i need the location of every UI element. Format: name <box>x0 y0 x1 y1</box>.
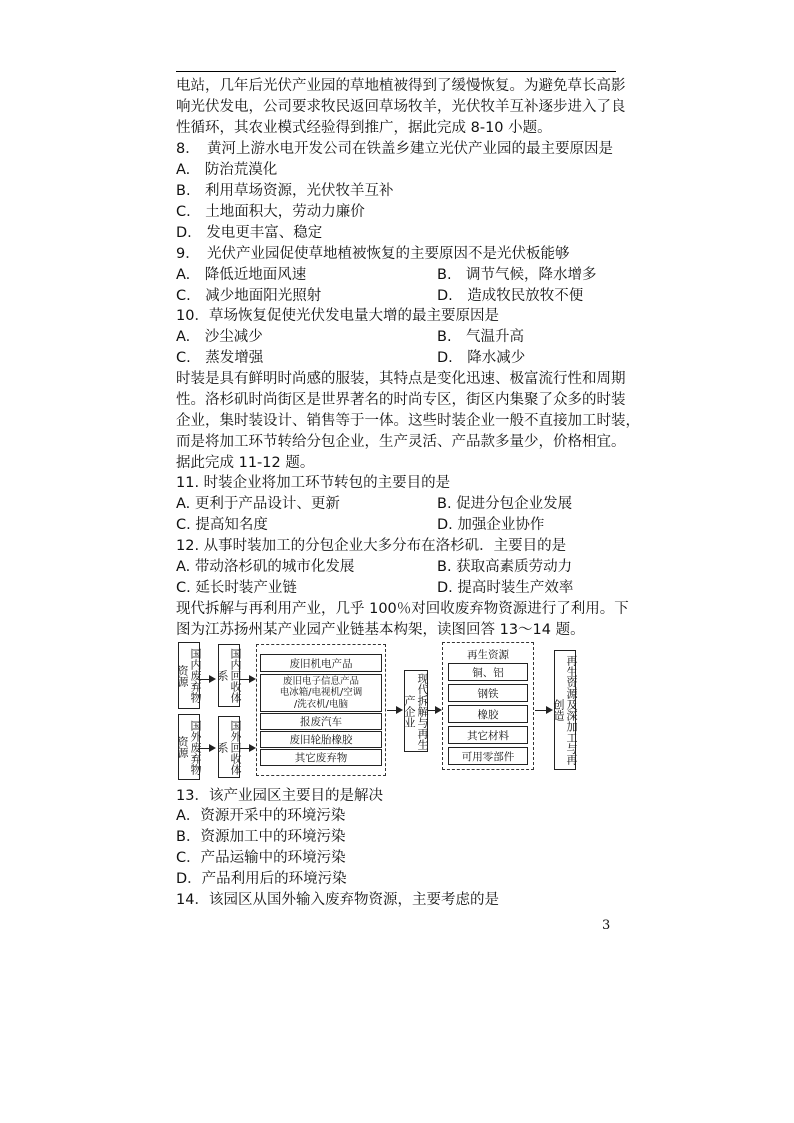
q12-option-a: A. 带动洛杉矶的城市化发展 <box>176 559 355 575</box>
passage2-line-1: 时装是具有鲜明时尚感的服装，其特点是变化迅速、极富流行性和周期 <box>176 371 626 387</box>
domestic-recycle-box: 国内回收体系 <box>218 644 240 707</box>
q9-option-b: B. 调节气候，降水增多 <box>437 267 597 283</box>
q10-option-a: A. 沙尘减少 <box>176 329 263 345</box>
passage2-line-4: 而是将加工环节转给分包企业，生产灵活、产品款多量少，价格相宜。 <box>176 434 626 450</box>
q12-option-d: D. 提高时装生产效率 <box>437 580 574 596</box>
input-item-electromechanical: 废旧机电产品 <box>260 654 382 672</box>
output-item-copper-aluminium: 铜、铝 <box>448 663 528 681</box>
input-item-tyres: 废旧轮胎橡胶 <box>260 731 382 748</box>
input-item-scrapped-cars: 报废汽车 <box>260 713 382 730</box>
q9-option-a: A. 降低近地面风速 <box>176 267 307 283</box>
arrow-to-center <box>387 710 401 711</box>
q10-option-b: B. 气温升高 <box>437 329 525 345</box>
arrow-to-output <box>428 710 440 711</box>
arrow-domestic <box>200 679 214 680</box>
q13-option-a: A．资源开采中的环境污染 <box>176 808 346 824</box>
q8-option-a: A. 防治荒漠化 <box>176 162 278 178</box>
input-item-other-waste: 其它废弃物 <box>260 749 382 766</box>
q10-option-d: D. 降水减少 <box>437 350 526 366</box>
q13-option-d: D．产品利用后的环境污染 <box>176 871 347 887</box>
intro-line-2: 响光伏发电，公司要求牧民返回草场牧羊，光伏牧羊互补逐步进入了良 <box>176 99 626 115</box>
q13-option-c: C．产品运输中的环境污染 <box>176 850 346 866</box>
q12-stem: 12. 从事时装加工的分包企业大多分布在洛杉矶．主要目的是 <box>176 538 567 554</box>
q8-stem: 8． 黄河上游水电开发公司在铁盖乡建立光伏产业园的最主要原因是 <box>176 141 613 157</box>
q10-option-c: C. 蒸发增强 <box>176 350 264 366</box>
output-title: 再生资源 <box>467 649 509 661</box>
final-box: 再生资源及深加工与再创造 <box>554 650 576 770</box>
center-enterprise-box: 现代拆解与再生产企业 <box>404 670 428 752</box>
q8-option-c: C. 土地面积大，劳动力廉价 <box>176 204 365 220</box>
q13-option-b: B．资源加工中的环境污染 <box>176 829 346 845</box>
q8-option-d: D. 发电更丰富、稳定 <box>176 225 323 241</box>
passage3-line-1: 现代拆解与再利用产业，几乎 100％对回收废弃物资源进行了利用。下 <box>176 601 629 617</box>
passage2-line-3: 企业，集时装设计、销售等于一体。这些时装企业一般不直接加工时装， <box>176 413 640 429</box>
q9-option-d: D. 造成牧民放牧不便 <box>437 288 584 304</box>
q9-option-c: C. 减少地面阳光照射 <box>176 288 322 304</box>
industry-chain-diagram <box>176 640 612 780</box>
intro-line-3: 性循环，其农业模式经验得到推广，据此完成 8-10 小题。 <box>176 120 552 136</box>
q9-stem: 9． 光伏产业园促使草地植被恢复的主要原因不是光伏板能够 <box>176 246 570 262</box>
foreign-waste-box: 国外废弃物资源 <box>178 714 200 780</box>
q13-stem: 13．该产业园区主要目的是解决 <box>176 788 383 804</box>
q8-option-b: B. 利用草场资源，光伏牧羊互补 <box>176 183 394 199</box>
passage3-line-2: 图为江苏扬州某产业园产业链基本构架，读图回答 13～14 题。 <box>176 622 585 638</box>
passage2-line-5: 据此完成 11-12 题。 <box>176 455 315 471</box>
q11-option-c: C. 提高知名度 <box>176 517 268 533</box>
arrow-domestic-recycle <box>240 679 254 680</box>
output-item-rubber: 橡胶 <box>448 705 528 723</box>
q11-option-a: A. 更利于产品设计、更新 <box>176 496 340 512</box>
header-rule <box>176 71 616 72</box>
output-item-steel: 钢铁 <box>448 684 528 702</box>
arrow-foreign-recycle <box>240 748 254 749</box>
q12-option-c: C. 延长时装产业链 <box>176 580 297 596</box>
domestic-waste-box: 国内废弃物资源 <box>178 642 200 709</box>
q11-stem: 11. 时装企业将加工环节转包的主要目的是 <box>176 475 451 491</box>
q11-option-d: D. 加强企业协作 <box>437 517 545 533</box>
page-number: 3 <box>602 918 611 933</box>
q12-option-b: B. 获取高素质劳动力 <box>437 559 573 575</box>
arrow-to-final <box>535 710 551 711</box>
q11-option-b: B. 促进分包企业发展 <box>437 496 573 512</box>
output-item-usable-parts: 可用零部件 <box>448 747 528 765</box>
q14-stem: 14．该园区从国外输入废弃物资源，主要考虑的是 <box>176 892 499 908</box>
arrow-foreign <box>200 748 214 749</box>
intro-line-1: 电站，几年后光伏产业园的草地植被得到了缓慢恢复。为避免草长高影 <box>176 78 626 94</box>
foreign-recycle-box: 国外回收体系 <box>218 716 240 778</box>
q10-stem: 10．草场恢复促使光伏发电量大增的最主要原因是 <box>176 308 499 324</box>
output-item-other-materials: 其它材料 <box>448 726 528 744</box>
passage2-line-2: 性。洛杉矶时尚街区是世界著名的时尚专区，街区内集聚了众多的时装 <box>176 392 626 408</box>
input-item-electronics: 废旧电子信息产品 电冰箱/电视机/空调 /洗衣机/电脑 <box>260 674 382 712</box>
